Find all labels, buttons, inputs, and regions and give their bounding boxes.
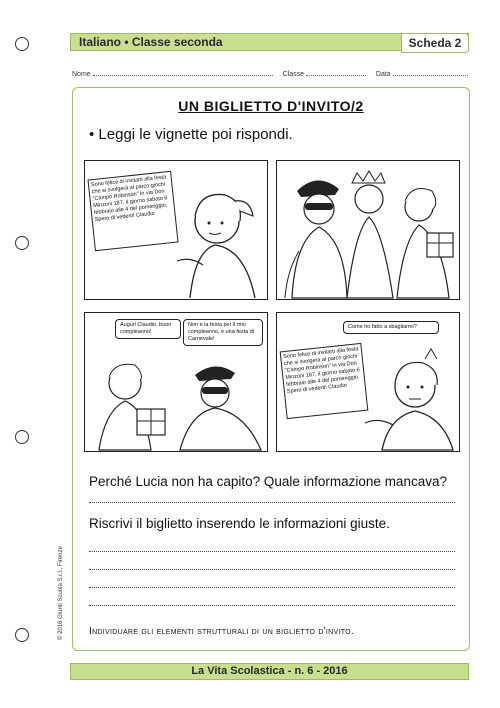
binder-hole-4	[15, 628, 29, 642]
nome-label: Nome	[72, 71, 91, 78]
data-field[interactable]	[393, 68, 468, 76]
girl-thinking-illustration	[277, 313, 459, 451]
question-2: Riscrivi il biglietto inserendo le informazioni giuste.	[89, 516, 390, 531]
nome-field[interactable]	[93, 68, 273, 76]
copyright-notice: © 2016 Giunti Scuola S.r.l., Firenze	[58, 546, 64, 640]
answer-line-4[interactable]	[89, 587, 455, 588]
answer-line-1[interactable]	[89, 502, 455, 503]
speech-bubble-question: Come ho fatto a sbagliarmi?	[343, 321, 439, 334]
speech-bubble-left: Auguri Claudio, buon compleanno!	[115, 319, 181, 339]
carnival-kids-illustration	[277, 161, 459, 299]
classe-field[interactable]	[306, 68, 366, 76]
header-title: Italiano • Classe seconda	[79, 35, 223, 49]
binder-hole-1	[15, 37, 29, 51]
answer-line-3[interactable]	[89, 569, 455, 570]
answer-line-2[interactable]	[89, 551, 455, 552]
answer-line-5[interactable]	[89, 605, 455, 606]
binder-hole-3	[15, 430, 29, 444]
comic-panel-3	[84, 312, 268, 452]
comic-panel-4	[276, 312, 460, 452]
binder-hole-2	[15, 236, 29, 250]
learning-objective: Individuare gli elementi strutturali di un biglietto d'invito.	[89, 626, 355, 637]
worksheet-instruction: • Leggi le vignette poi rispondi.	[89, 126, 293, 143]
boy-gift-illustration	[85, 313, 267, 451]
comic-panel-2	[276, 160, 460, 300]
worksheet-heading: UN BIGLIETTO D'INVITO/2	[178, 98, 364, 114]
data-label: Data	[375, 71, 391, 78]
invitation-note-reread: Sono felice di invitarti alla festa che si svolgerà al parco giochi "Campo Robinson" in via Don Minzoni 187, il giorno sabato 6 febbraio alle 4 del pomeriggio. Spero di vederti! Claudio	[280, 343, 369, 419]
classe-label: Classe	[282, 71, 304, 78]
speech-bubble-right: Non è la festa per il mio compleanno, è una festa di Carnevale!	[183, 319, 263, 346]
worksheet-badge: Scheda 2	[401, 33, 469, 53]
question-1: Perché Lucia non ha capito? Quale informazione mancava?	[89, 474, 447, 489]
header-bar	[70, 33, 469, 51]
worksheet-frame	[72, 87, 470, 651]
student-fields	[72, 68, 468, 78]
invitation-note: Sono felice di invitarti alla festa che si svolgerà al parco giochi "Campo Robinson" in via Don Minzoni 187, il giorno sabato 6 febbraio alle 4 del pomeriggio. Spero di vederti! Claudio	[87, 171, 178, 251]
comic-panel-1	[84, 160, 268, 300]
girl-reading-illustration	[85, 161, 267, 299]
footer-bar: La Vita Scolastica - n. 6 - 2016	[70, 663, 469, 680]
